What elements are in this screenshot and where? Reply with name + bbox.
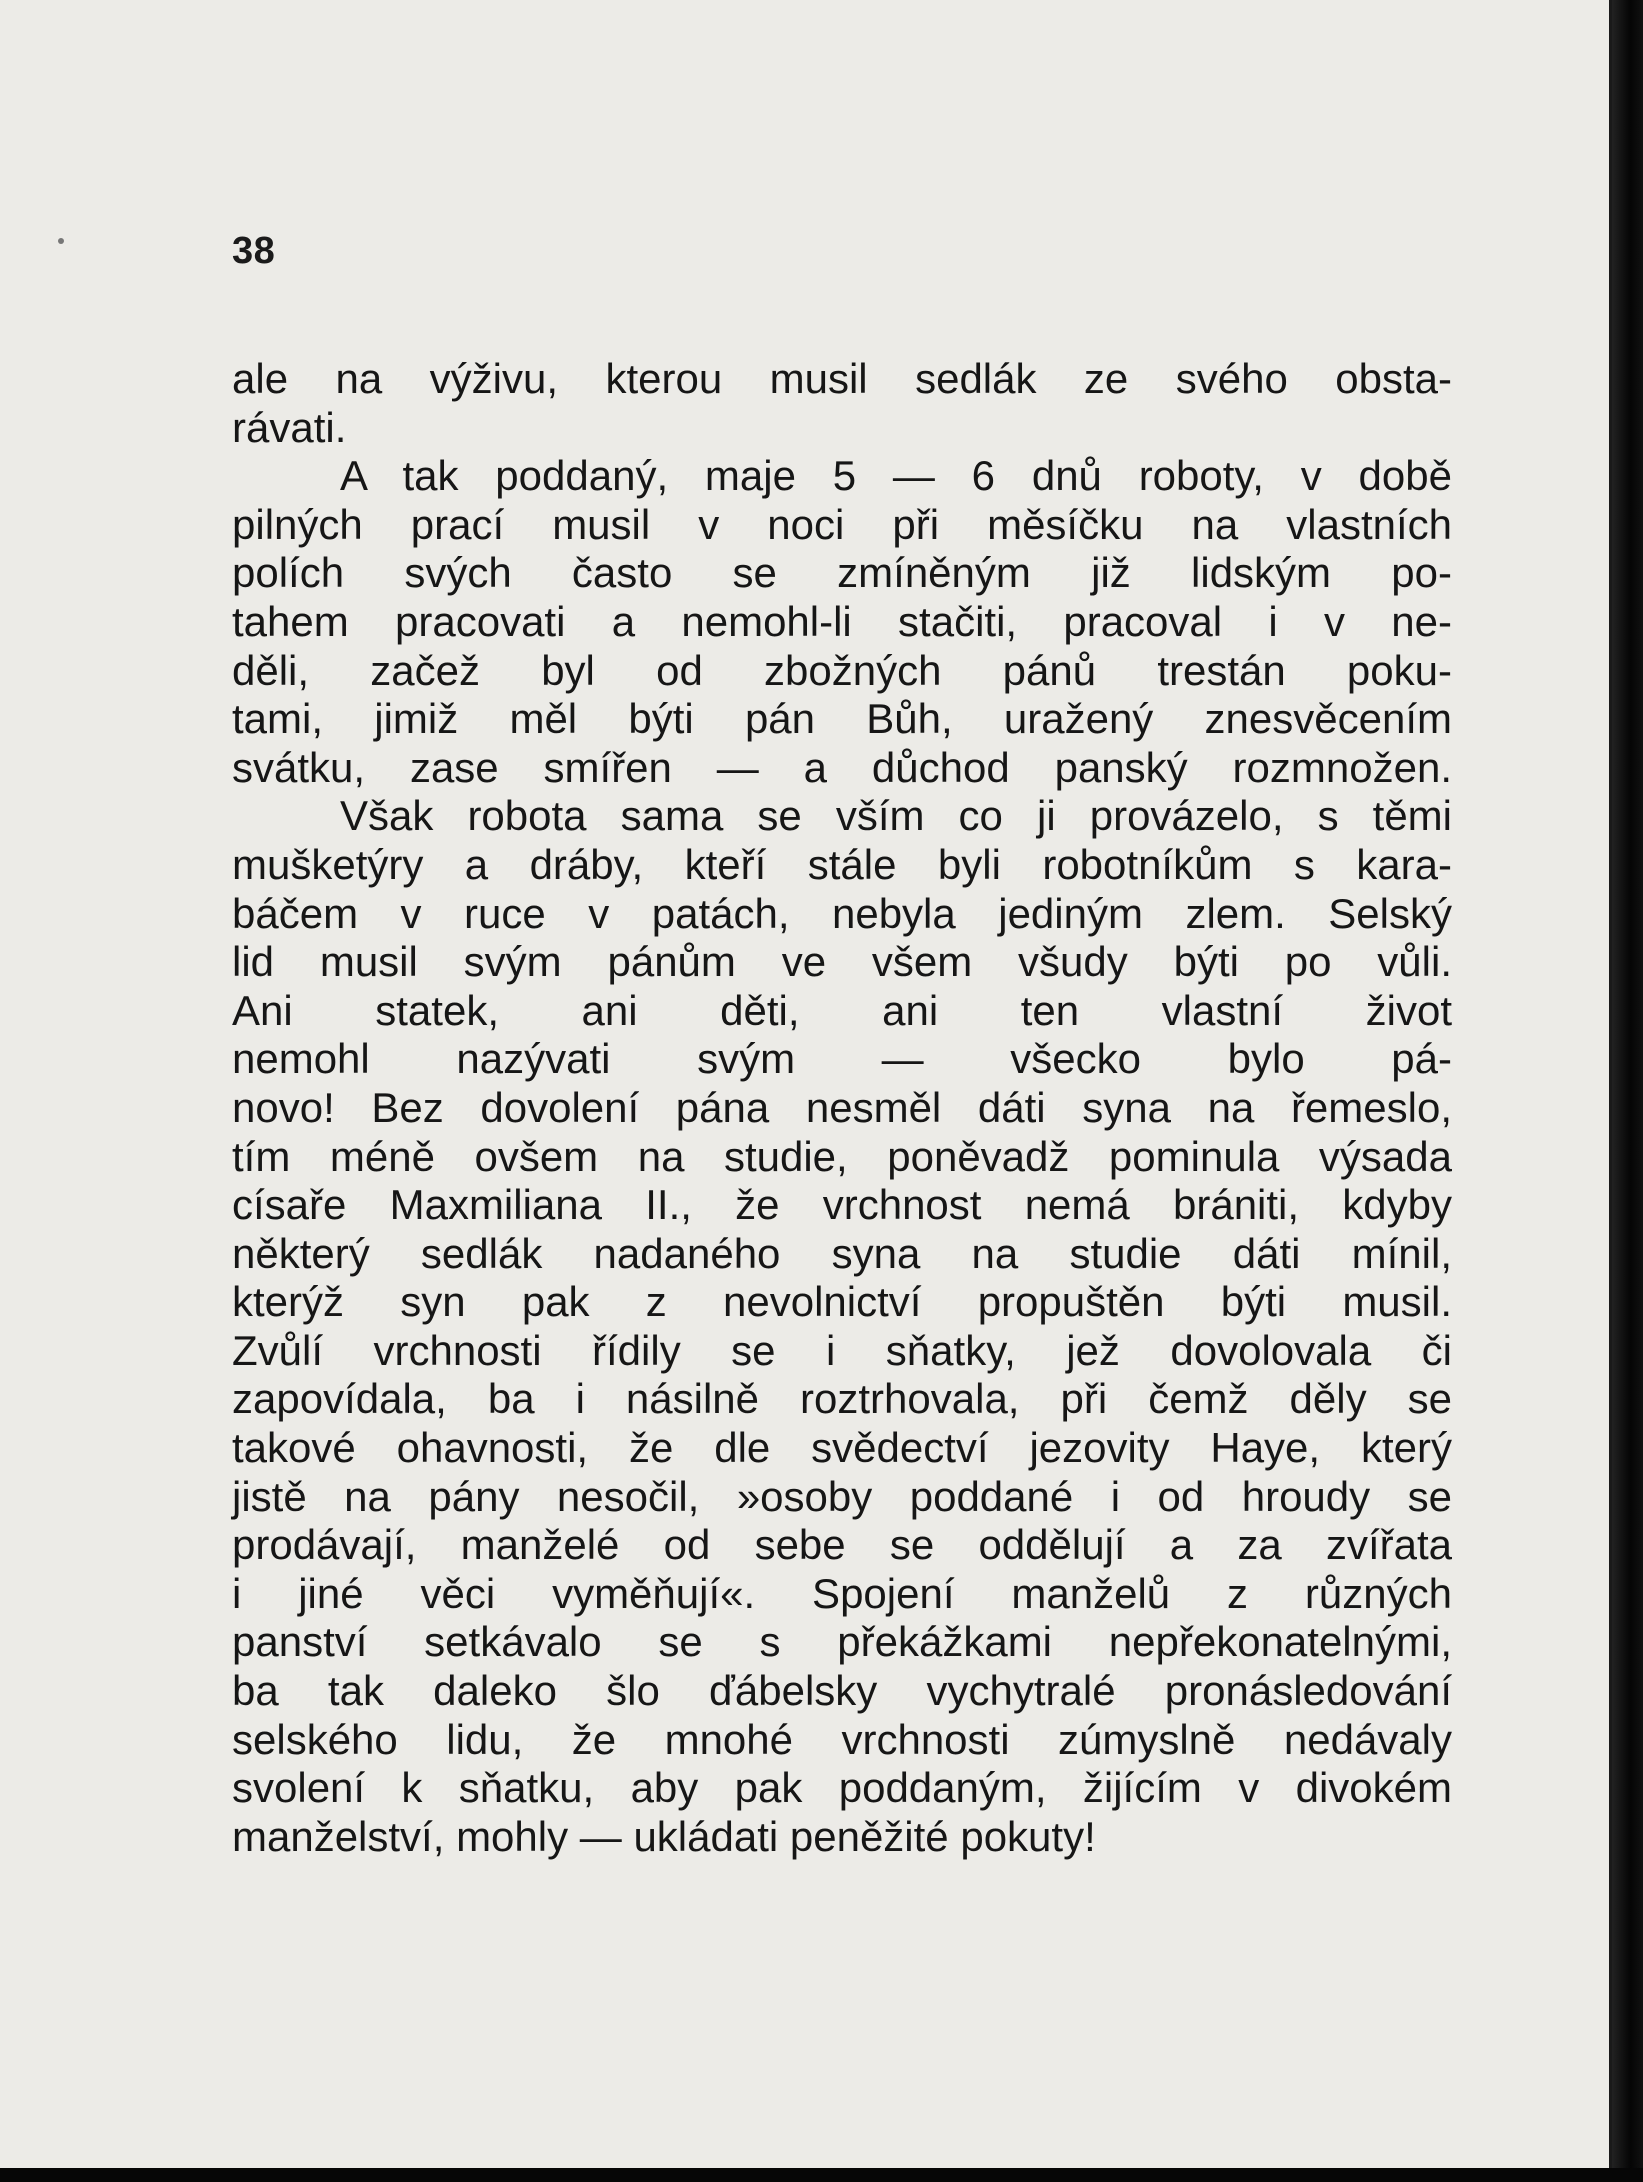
page-number: 38	[232, 230, 276, 272]
scan-border-bottom	[0, 2168, 1643, 2182]
text-line: svátku, zase smířen — a důchod panský rozmnožen.	[232, 743, 1452, 791]
text-line: novo! Bez dovolení pána nesměl dáti syna na řemeslo,	[232, 1083, 1452, 1131]
text-line: nemohl nazývati svým — všecko bylo pá-	[232, 1035, 1452, 1083]
text-line: manželství, mohly — ukládati peněžité pokuty!	[232, 1812, 1096, 1860]
scan-border-right	[1612, 0, 1643, 2182]
text-line: tahem pracovati a nemohl-li stačiti, pracoval i v ne-	[232, 597, 1452, 645]
text-line: lid musil svým pánům ve všem všudy býti po vůli.	[232, 938, 1452, 986]
text-line: tím méně ovšem na studie, poněvadž pominula výsada	[232, 1132, 1452, 1180]
text-line: takové ohavnosti, že dle svědectví jezovity Haye, který	[232, 1424, 1452, 1472]
text-line: svolení k sňatku, aby pak poddaným, žijícím v divokém	[232, 1764, 1452, 1812]
text-line: selského lidu, že mnohé vrchnosti zúmyslně nedávaly	[232, 1715, 1452, 1763]
text-line: pilných prací musil v noci při měsíčku na vlastních	[232, 500, 1452, 548]
text-line: rávati.	[232, 403, 347, 451]
text-line: tami, jimiž měl býti pán Bůh, uražený znesvěcením	[232, 695, 1452, 743]
text-line: báčem v ruce v patách, nebyla jediným zlem. Selský	[232, 889, 1452, 937]
text-line: některý sedlák nadaného syna na studie dáti mínil,	[232, 1229, 1452, 1277]
text-line: i jiné věci vyměňují«. Spojení manželů z různých	[232, 1569, 1452, 1617]
text-line: polích svých často se zmíněným již lidským po-	[232, 549, 1452, 597]
text-line: jistě na pány nesočil, »osoby poddané i od hroudy se	[232, 1472, 1452, 1520]
text-line: Zvůlí vrchnosti řídily se i sňatky, jež dovolovala či	[232, 1326, 1452, 1374]
body-text	[232, 355, 1452, 1861]
text-line: kterýž syn pak z nevolnictví propuštěn býti musil.	[232, 1278, 1452, 1326]
text-line: Ani statek, ani děti, ani ten vlastní život	[232, 986, 1452, 1034]
text-line: císaře Maxmiliana II., že vrchnost nemá brániti, kdyby	[232, 1181, 1452, 1229]
text-line: panství setkávalo se s překážkami nepřekonatelnými,	[232, 1618, 1452, 1666]
text-line: ale na výživu, kterou musil sedlák ze svého obsta-	[232, 355, 1452, 402]
text-line: prodávají, manželé od sebe se oddělují a za zvířata	[232, 1521, 1452, 1569]
text-line: zapovídala, ba i násilně roztrhovala, při čemž děly se	[232, 1375, 1452, 1423]
text-line: mušketýry a dráby, kteří stále byli robotníkům s kara-	[232, 840, 1452, 888]
text-line: děli, začež byl od zbožných pánů trestán poku-	[232, 646, 1452, 694]
text-line: ba tak daleko šlo ďábelsky vychytralé pronásledování	[232, 1667, 1452, 1715]
text-line: Však robota sama se vším co ji provázelo, s těmi	[340, 792, 1452, 840]
scan-speck	[58, 238, 64, 244]
text-line: A tak poddaný, maje 5 — 6 dnů roboty, v době	[340, 452, 1452, 500]
